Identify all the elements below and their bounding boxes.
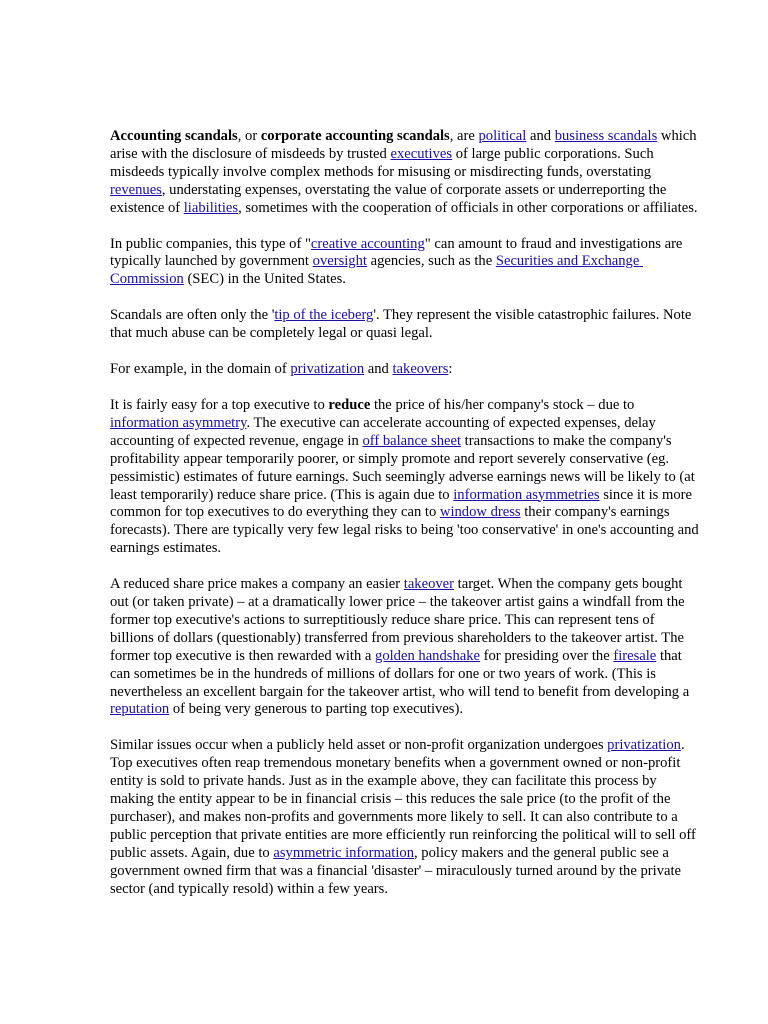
link-oversight[interactable]: oversight [312, 253, 367, 270]
text-run: transactions to make the company's profitability appear temporarily poorer, or simply promote and report severely conservative (eg. pessimistic) estimates of future earnings. Such seemingly adverse earnings news will be likely to (at least temporarily) reduce share price. (This is again due to [110, 432, 699, 503]
text-run: . The executive can accelerate accounting of expected expenses, delay accounting of expected revenue, engage in [110, 414, 660, 449]
link-tip-of-the-iceberg[interactable]: tip of the iceberg [274, 307, 374, 324]
text-run: since it is more common for top executives to do everything they can to [110, 486, 696, 521]
paragraph-public-companies [110, 236, 700, 290]
text-run: their company's earnings forecasts). There are typically very few legal risks to being 'too conservative' in one's accounting and earnings estimates. [110, 504, 703, 557]
link-off-balance-sheet[interactable]: off balance sheet [362, 432, 462, 449]
text-run: , sometimes with the cooperation of officials in other corporations or affiliates. [238, 199, 698, 216]
text-run: '. They represent the visible catastrophic failures. Note that much abuse can be completely legal or quasi legal. [110, 307, 696, 342]
link-asymmetric-information[interactable]: asymmetric information [273, 844, 414, 861]
text-run: of being very generous to parting top executives). [169, 701, 463, 718]
text-run: For example, in the domain of [110, 361, 291, 378]
bold-term: reduce [328, 396, 371, 413]
text-run: It is fairly easy for a top executive to [110, 396, 329, 413]
text-run: . Top executives often reap tremendous monetary benefits when a government owned or non-profit entity is sold to private hands. Just as in the example above, they can facilitate this process by making the entity appear to be in financial crisis – this reduces the sale price (to the profit of the purchaser), and makes non-profits and governments more likely to sell. It can also contribute to a public perception that private entities are more efficiently run reinforcing the political will to sell off public assets. Again, due to [110, 737, 700, 861]
bold-term: Accounting scandals [110, 128, 238, 144]
text-run: : [448, 361, 453, 378]
text-run: that can sometimes be in the hundreds of millions of dollars for one or two years of work. (This is nevertheless an excellent bargain for the takeover artist, who will tend to benefit from developing a [110, 647, 693, 700]
text-run: for presiding over the [480, 647, 614, 664]
text-run: Scandals are often only the ' [110, 307, 275, 324]
document-page [110, 128, 703, 917]
text-run: the price of his/her company's stock – due to [370, 396, 638, 413]
link-securities-and-exchange-commission[interactable]: Securities and Exchange Commission [110, 253, 643, 288]
link-privatization[interactable]: privatization [607, 737, 681, 754]
paragraph-intro [110, 128, 700, 218]
text-run: and [364, 361, 393, 378]
link-takeovers[interactable]: takeovers [392, 361, 449, 378]
paragraph-privatization [110, 737, 700, 898]
text-run: agencies, such as the [366, 253, 496, 270]
link-business-scandals[interactable]: business scandals [554, 128, 658, 144]
link-privatization[interactable]: privatization [290, 361, 365, 378]
link-executives[interactable]: executives [390, 145, 453, 162]
text-run: , or [237, 128, 261, 144]
paragraph-takeover [110, 576, 700, 719]
text-run: Similar issues occur when a publicly held asset or non-profit organization undergoes [110, 737, 608, 754]
link-reputation[interactable]: reputation [110, 701, 170, 718]
link-firesale[interactable]: firesale [613, 647, 657, 664]
text-run: which arise with the disclosure of misdeeds by trusted [110, 128, 701, 162]
bold-term: corporate accounting scandals [260, 128, 450, 144]
link-information-asymmetries[interactable]: information asymmetries [453, 486, 600, 503]
link-window-dress[interactable]: window dress [439, 504, 521, 521]
text-run: , are [449, 128, 479, 144]
link-political[interactable]: political [478, 128, 527, 144]
text-run: target. When the company gets bought out (or taken private) – at a dramatically lower price – the takeover artist gains a windfall from the former top executive's actions to surreptitiously reduce share price. This can represent tens of billions of dollars (questionably) transferred from previous shareholders to the takeover artist. The former top executive is then rewarded with a [110, 576, 689, 664]
paragraph-tip-of-iceberg [110, 307, 700, 343]
link-information-asymmetry[interactable]: information asymmetry [110, 414, 247, 431]
link-golden-handshake[interactable]: golden handshake [375, 647, 480, 664]
text-run: " can amount to fraud and investigations are typically launched by government [110, 235, 687, 270]
link-revenues[interactable]: revenues [110, 181, 162, 198]
paragraph-for-example [110, 361, 700, 379]
link-creative-accounting[interactable]: creative accounting [310, 235, 425, 252]
text-run: In public companies, this type of " [110, 235, 311, 252]
paragraph-reduce-price [110, 396, 703, 558]
link-takeover[interactable]: takeover [403, 576, 455, 593]
text-run: , policy makers and the general public see a government owned firm that was a financial 'disaster' – miraculously turned around by the private sector (and typically resold) within a few years. [110, 844, 685, 897]
text-run: (SEC) in the United States. [183, 271, 346, 288]
text-run: , understating expenses, overstating the value of corporate assets or underreporting the existence of [110, 181, 671, 216]
link-liabilities[interactable]: liabilities [183, 199, 239, 216]
text-run: of large public corporations. Such misdeeds typically involve complex methods for misusing or misdirecting funds, overstating [110, 145, 658, 180]
text-run: and [526, 128, 555, 144]
text-run: A reduced share price makes a company an easier [110, 576, 404, 593]
